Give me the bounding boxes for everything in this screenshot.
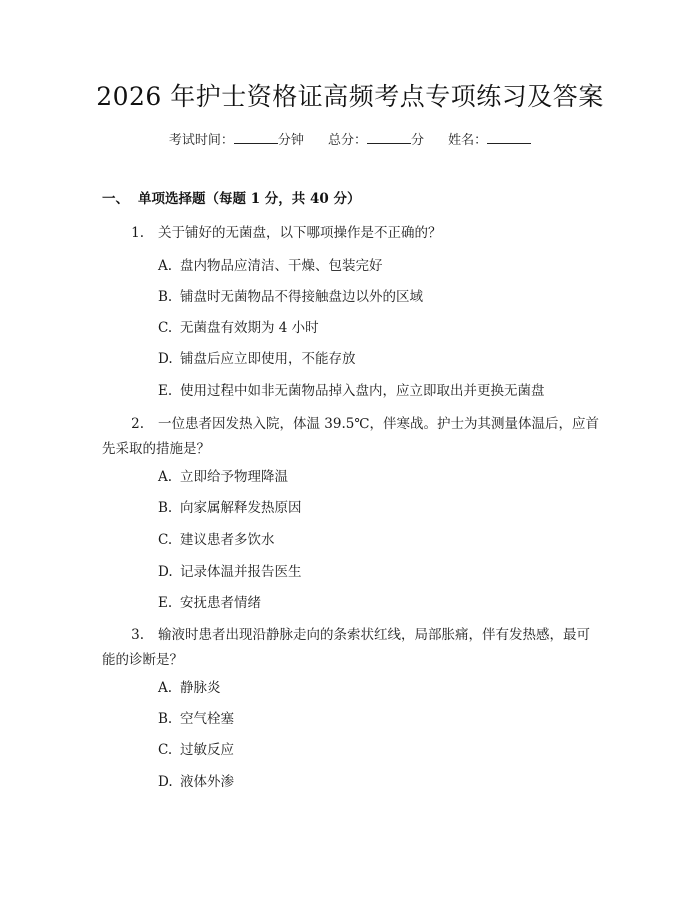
option-text: 铺盘后应立即使用，不能存放 bbox=[180, 351, 356, 367]
option-letter: D. bbox=[158, 351, 173, 367]
total-score-label: 总分： bbox=[327, 133, 367, 148]
question-number: 3. bbox=[131, 627, 144, 643]
total-score-blank bbox=[367, 131, 411, 144]
exam-time bbox=[169, 131, 304, 151]
option bbox=[158, 467, 288, 487]
question-text: 一位患者因发热入院，体温 39.5℃，伴寒战。护士为其测量体温后，应首先采取的措施是？ bbox=[102, 416, 599, 457]
student-name bbox=[448, 131, 531, 151]
option bbox=[158, 593, 261, 613]
option-text: 铺盘时无菌物品不得接触盘边以外的区域 bbox=[180, 289, 423, 305]
option bbox=[158, 318, 319, 338]
student-name-blank bbox=[487, 131, 531, 144]
option-text: 过敏反应 bbox=[180, 742, 234, 758]
option-letter: B. bbox=[158, 711, 173, 727]
option-text: 记录体温并报告医生 bbox=[180, 564, 302, 580]
option bbox=[158, 562, 302, 582]
option-letter: C. bbox=[158, 532, 173, 548]
option-letter: C. bbox=[158, 742, 173, 758]
option bbox=[158, 349, 356, 369]
option-letter: C. bbox=[158, 320, 173, 336]
question bbox=[102, 623, 599, 673]
section-title: 单项选择题（每题 1 分，共 40 分） bbox=[138, 191, 361, 207]
option-text: 立即给予物理降温 bbox=[180, 469, 288, 485]
option-text: 无菌盘有效期为 4 小时 bbox=[180, 320, 319, 336]
section-heading bbox=[102, 189, 360, 209]
option bbox=[158, 256, 383, 276]
exam-meta bbox=[0, 131, 700, 151]
option bbox=[158, 740, 234, 760]
option bbox=[158, 678, 221, 698]
exam-time-blank bbox=[234, 131, 278, 144]
document-title: 2026 年护士资格证高频考点专项练习及答案 bbox=[96, 82, 604, 111]
option-text: 液体外渗 bbox=[180, 774, 234, 790]
option-text: 空气栓塞 bbox=[180, 711, 234, 727]
option bbox=[158, 287, 423, 307]
question bbox=[102, 412, 599, 462]
section-number: 一、 bbox=[102, 191, 129, 207]
question-number: 1. bbox=[131, 225, 144, 241]
option-letter: B. bbox=[158, 500, 173, 516]
option bbox=[158, 772, 234, 792]
question bbox=[102, 221, 599, 246]
option-letter: E. bbox=[158, 383, 173, 399]
exam-time-label: 考试时间： bbox=[168, 133, 234, 148]
option-text: 安抚患者情绪 bbox=[180, 595, 261, 611]
question-text: 关于铺好的无菌盘，以下哪项操作是不正确的？ bbox=[158, 225, 442, 241]
student-name-label: 姓名： bbox=[448, 133, 488, 148]
option-letter: D. bbox=[158, 564, 173, 580]
option bbox=[158, 498, 302, 518]
option bbox=[158, 709, 234, 729]
option-letter: E. bbox=[158, 595, 173, 611]
option-letter: A. bbox=[158, 469, 173, 485]
option bbox=[158, 381, 545, 401]
question-number: 2. bbox=[131, 416, 144, 432]
option-letter: B. bbox=[158, 289, 173, 305]
total-score bbox=[328, 131, 424, 151]
option-text: 向家属解释发热原因 bbox=[180, 500, 302, 516]
option-text: 建议患者多饮水 bbox=[180, 532, 275, 548]
option bbox=[158, 530, 275, 550]
option-text: 盘内物品应清洁、干燥、包装完好 bbox=[180, 258, 383, 274]
option-letter: A. bbox=[158, 258, 173, 274]
option-text: 静脉炎 bbox=[180, 680, 221, 696]
total-score-unit: 分 bbox=[411, 133, 425, 148]
exam-time-unit: 分钟 bbox=[277, 133, 304, 148]
option-letter: D. bbox=[158, 774, 173, 790]
option-text: 使用过程中如非无菌物品掉入盘内，应立即取出并更换无菌盘 bbox=[180, 383, 545, 399]
option-letter: A. bbox=[158, 680, 173, 696]
question-text: 输液时患者出现沿静脉走向的条索状红线，局部胀痛，伴有发热感，最可能的诊断是？ bbox=[102, 627, 590, 668]
